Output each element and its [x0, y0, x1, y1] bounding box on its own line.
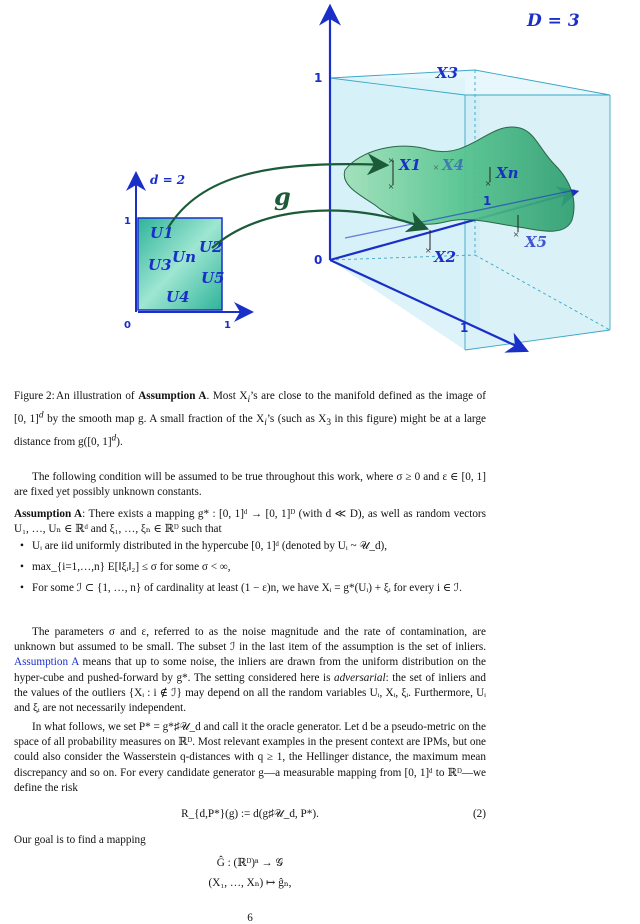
assumption-a-illustration	[0, 0, 640, 370]
cube-tick-vertical: 1	[314, 71, 323, 85]
cube-origin: 0	[314, 253, 323, 267]
map-label-g: g	[274, 182, 291, 211]
svg-text:X1: X1	[399, 156, 422, 174]
equation-risk-body: R_{d,P*}(g) := d(g♯𝒰_d, P*).	[181, 808, 319, 820]
equation-estimator-line2: (X₁, …, Xₙ) ↦ ĝₙ,	[208, 877, 292, 889]
svg-text:×: ×	[388, 155, 395, 167]
equation-estimator-line1: Ĝ : (ℝᴰ)ⁿ → 𝒢	[216, 857, 284, 869]
dimension-label-D: D = 3	[527, 11, 580, 31]
square-origin: 0	[124, 320, 131, 331]
paragraph-goal: Our goal is to find a mapping	[14, 834, 146, 846]
unit-square-d2	[136, 175, 250, 312]
svg-text:X3: X3	[436, 64, 459, 82]
svg-text:Xn: Xn	[496, 164, 519, 182]
bullet-inliers: • For some ℐ ⊂ {1, …, n} of cardinality at least (1 − ε)n, we have Xᵢ = g*(Uᵢ) + ξᵢ for every i ∈ ℐ.	[14, 581, 486, 596]
svg-text:×: ×	[485, 178, 492, 190]
figure-caption: Figure 2:An illustration of Assumption A. Most $X_i’s$ are close to the manifold defined as the image of [0, 1]$^d$ by the smooth map g. A small fraction of the $X_i’s$ (such as $X_3$ in this figure) might be at a large distance from g([0, 1]$^d$).	[14, 390, 487, 449]
caption-label: Figure 2:	[14, 390, 55, 402]
svg-text:×: ×	[433, 162, 440, 174]
equation-estimator	[14, 856, 486, 889]
assumption-a-label: Assumption A	[14, 508, 83, 520]
assumption-bullets	[14, 539, 486, 603]
point-U5: U5	[201, 269, 225, 287]
svg-text:×: ×	[388, 181, 395, 193]
point-Un: Un	[172, 248, 196, 266]
paragraph-parameters: The parameters σ and ε, referred to as the noise magnitude and the rate of contamination, are unknown but assumed to be small. The subset ℐ in the last item of the assumption is the set of inliers. Assumption A means that up to some noise, the inliers are drawn from the uniform distribution on the hyper-cube and pushed-forward by g*. The setting considered here is adversarial: the set of inliers and the values of the outliers {Xᵢ : i ∉ ℐ} may depend on all the random variables Uᵢ, Xᵢ, ξᵢ. Furthermore, Uᵢ and ξᵢ are not necessarily independent.	[14, 626, 486, 715]
bullet-iid-uniform: • Uᵢ are iid uniformly distributed in the hypercube [0, 1]ᵈ (denoted by Uᵢ ~ 𝒰_d),	[14, 539, 486, 554]
cube-tick-depth: 1	[483, 194, 492, 208]
point-U3: U3	[148, 256, 172, 274]
equation-number: (2)	[472, 808, 486, 820]
point-U1: U1	[150, 224, 174, 242]
square-tick-vertical: 1	[124, 216, 131, 227]
svg-text:×: ×	[425, 245, 432, 257]
paragraph-condition-intro: The following condition will be assumed to be true throughout this work, where σ ≥ 0 and ε ∈ [0, 1] are fixed yet possibly unknown constants.	[14, 471, 486, 499]
point-X3	[435, 64, 458, 82]
bullet-noise-bound: • max_{i=1,…,n} E[‖ξᵢ‖₂] ≤ σ for some σ < ∞,	[14, 560, 486, 575]
page-number: 6	[247, 912, 253, 924]
svg-text:X4: X4	[442, 156, 465, 174]
equation-risk	[14, 808, 486, 821]
square-tick-horizontal: 1	[224, 320, 231, 331]
caption-assumption-ref: Assumption A	[138, 390, 207, 402]
dimension-label-d: d = 2	[150, 173, 186, 187]
svg-text:×: ×	[513, 229, 520, 241]
svg-text:X5: X5	[525, 233, 548, 251]
assumption-a-link[interactable]: Assumption A	[14, 656, 79, 669]
paragraph-oracle-generator: In what follows, we set P* = g*♯𝒰_d and call it the oracle generator. Let d be a pseudo-metric on the space of all probability measures on ℝᴰ. Most relevant examples in the present context are IPMs, but one could also consider the Wasserstein q-distances with q ≥ 1, the Hellinger distance, the maximum mean discrepancy and so on. For every candidate generator g—a measurable mapping from [0, 1]ᵈ to ℝᴰ—we define the risk	[14, 721, 486, 794]
point-U4: U4	[166, 288, 190, 306]
svg-text:X2: X2	[434, 248, 457, 266]
point-U2: U2	[199, 238, 223, 256]
cube-tick-horizontal: 1	[460, 321, 469, 335]
assumption-a-statement: Assumption A: There exists a mapping g* : [0, 1]ᵈ → [0, 1]ᴰ (with d ≪ D), as well as random vectors U₁, …, Uₙ ∈ ℝᵈ and ξ₁, …, ξₙ ∈ ℝᴰ such that	[14, 508, 486, 536]
